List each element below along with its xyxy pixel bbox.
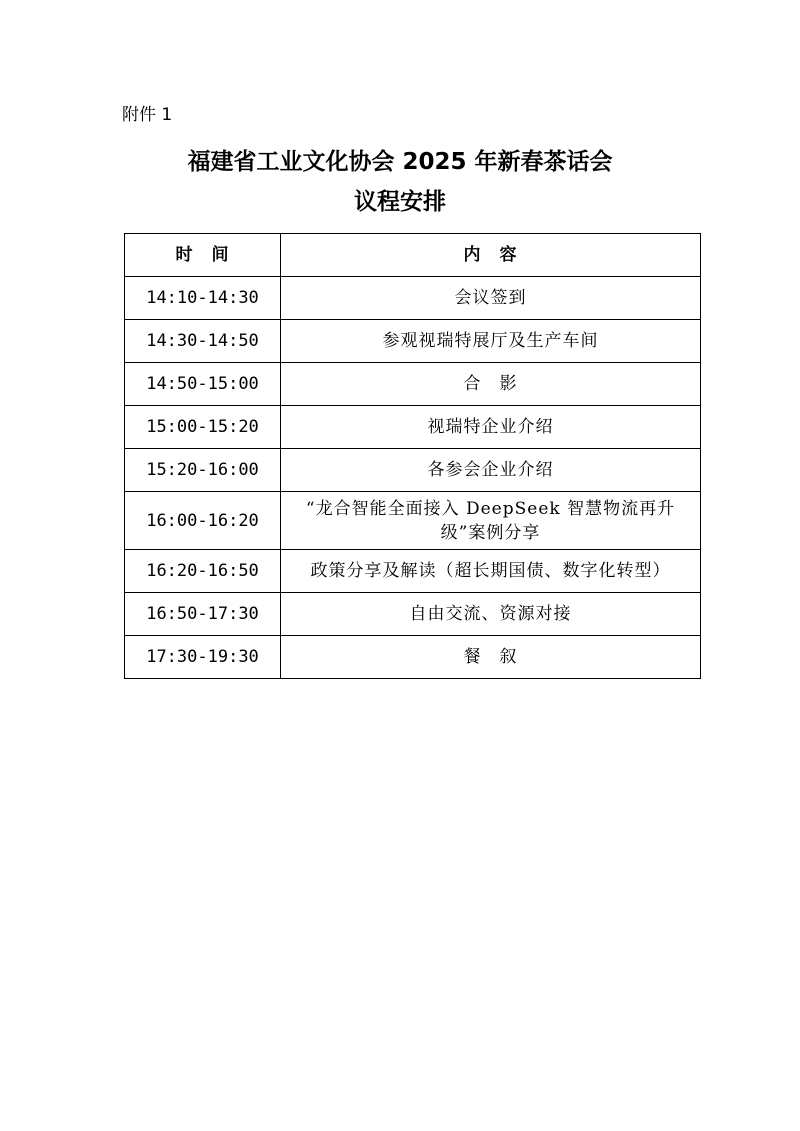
document-title: 福建省工业文化协会 2025 年新春茶话会 [187,149,613,175]
time-cell: 15:00-15:20 [125,406,281,449]
time-cell: 16:20-16:50 [125,550,281,593]
time-cell: 14:50-15:00 [125,363,281,406]
time-cell: 17:30-19:30 [125,636,281,679]
content-cell: 各参会企业介绍 [281,449,701,492]
time-cell: 15:20-16:00 [125,449,281,492]
table-row [125,550,701,593]
table-row [125,449,701,492]
content-cell: 自由交流、资源对接 [281,593,701,636]
content-cell: 参观视瑞特展厅及生产车间 [281,320,701,363]
time-cell: 16:50-17:30 [125,593,281,636]
table-row [125,593,701,636]
table-row [125,277,701,320]
content-column-header: 内 容 [281,234,701,277]
time-column-header: 时 间 [125,234,281,277]
time-cell: 14:30-14:50 [125,320,281,363]
table-row [125,320,701,363]
time-cell: 14:10-14:30 [125,277,281,320]
header-row [125,234,701,277]
document-subtitle: 议程安排 [354,189,446,215]
content-cell: 视瑞特企业介绍 [281,406,701,449]
time-cell: 16:00-16:20 [125,492,281,550]
content-cell: 政策分享及解读（超长期国债、数字化转型） [281,550,701,593]
table-row [125,636,701,679]
content-cell: “龙合智能全面接入 DeepSeek 智慧物流再升级”案例分享 [281,492,701,550]
content-cell: 餐 叙 [281,636,701,679]
table-row [125,406,701,449]
table-row [125,363,701,406]
content-cell: 合 影 [281,363,701,406]
attachment-label: 附件 1 [122,105,173,125]
agenda-table [124,233,701,679]
content-cell: 会议签到 [281,277,701,320]
agenda-table-header [125,234,701,277]
table-row [125,492,701,550]
agenda-table-body [125,277,701,679]
